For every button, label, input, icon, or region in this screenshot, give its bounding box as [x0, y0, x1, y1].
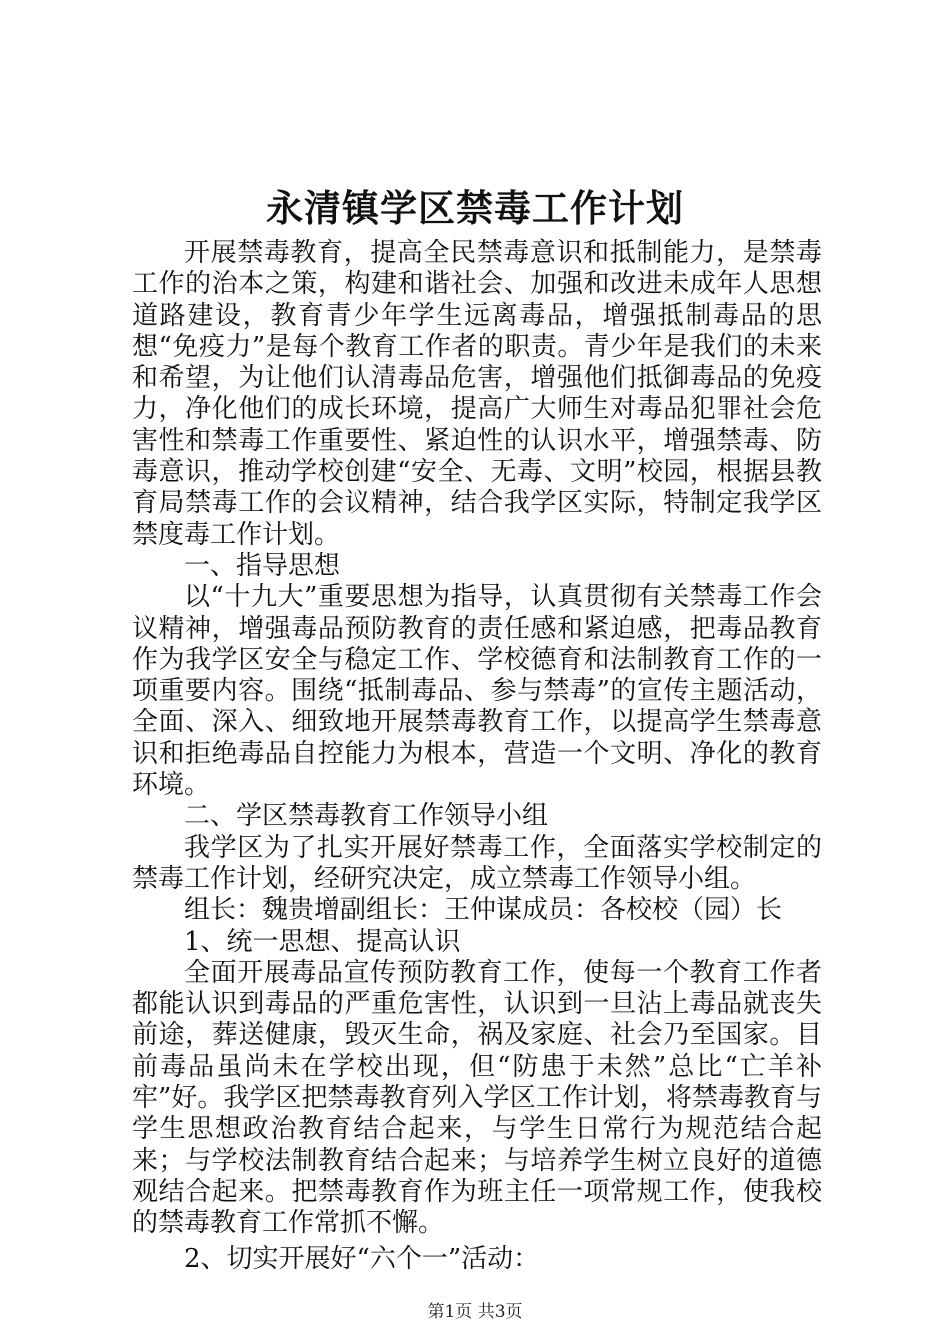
section-heading-guiding-ideology: 一、指导思想	[184, 550, 341, 581]
document-body	[132, 238, 822, 1275]
group-members-line: 组长：魏贵增副组长：王仲谋成员：各校校（园）长	[184, 895, 783, 926]
intro-paragraph: 开展禁毒教育，提高全民禁毒意识和抵制能力，是禁毒工作的治本之策，构建和谐社会、加强和改进未成年人思想道路建设，教育青少年学生远离毒品，增强抵制毒品的思想“免疫力”是每个教育工作者的职责。青少年是我们的未来和希望，为让他们认清毒品危害，增强他们抵御毒品的免疫力，净化他们的成长环境，提高广大师生对毒品犯罪社会危害性和禁毒工作重要性、紧迫性的认识水平，增强禁毒、防毒意识，推动学校创建“安全、无毒、文明”校园，根据县教育局禁毒工作的会议精神，结合我学区实际，特制定我学区禁度毒工作计划。	[132, 238, 822, 550]
page-footer: 第1页 共3页	[427, 1302, 523, 1322]
leading-group-paragraph: 我学区为了扎实开展好禁毒工作，全面落实学校制定的禁毒工作计划，经研究决定，成立禁毒工作领导小组。	[132, 832, 822, 894]
guiding-ideology-paragraph: 以“十九大”重要思想为指导，认真贯彻有关禁毒工作会议精神，增强毒品预防教育的责任感和紧迫感，把毒品教育作为我学区安全与稳定工作、学校德育和法制教育工作的一项重要内容。围绕“抵制毒品、参与禁毒”的宣传主题活动，全面、深入、细致地开展禁毒教育工作，以提高学生禁毒意识和拒绝毒品自控能力为根本，营造一个文明、净化的教育环境。	[132, 582, 822, 801]
document-title: 永清镇学区禁毒工作计划	[266, 186, 684, 230]
subheading-unify-thinking: 1、统一思想、提高认识	[184, 926, 461, 957]
section-heading-leading-group: 二、学区禁毒教育工作领导小组	[184, 801, 549, 832]
subheading-six-ones-activity: 2、切实开展好“六个一”活动：	[184, 1243, 540, 1274]
unify-thinking-paragraph: 全面开展毒品宣传预防教育工作，使每一个教育工作者都能认识到毒品的严重危害性，认识到一旦沾上毒品就丧失前途，葬送健康，毁灭生命，祸及家庭、社会乃至国家。目前毒品虽尚未在学校出现，但“防患于未然”总比“亡羊补牢”好。我学区把禁毒教育列入学区工作计划，将禁毒教育与学生思想政治教育结合起来，与学生日常行为规范结合起来；与学校法制教育结合起来；与培养学生树立良好的道德观结合起来。把禁毒教育作为班主任一项常规工作，使我校的禁毒教育工作常抓不懈。	[132, 957, 822, 1239]
